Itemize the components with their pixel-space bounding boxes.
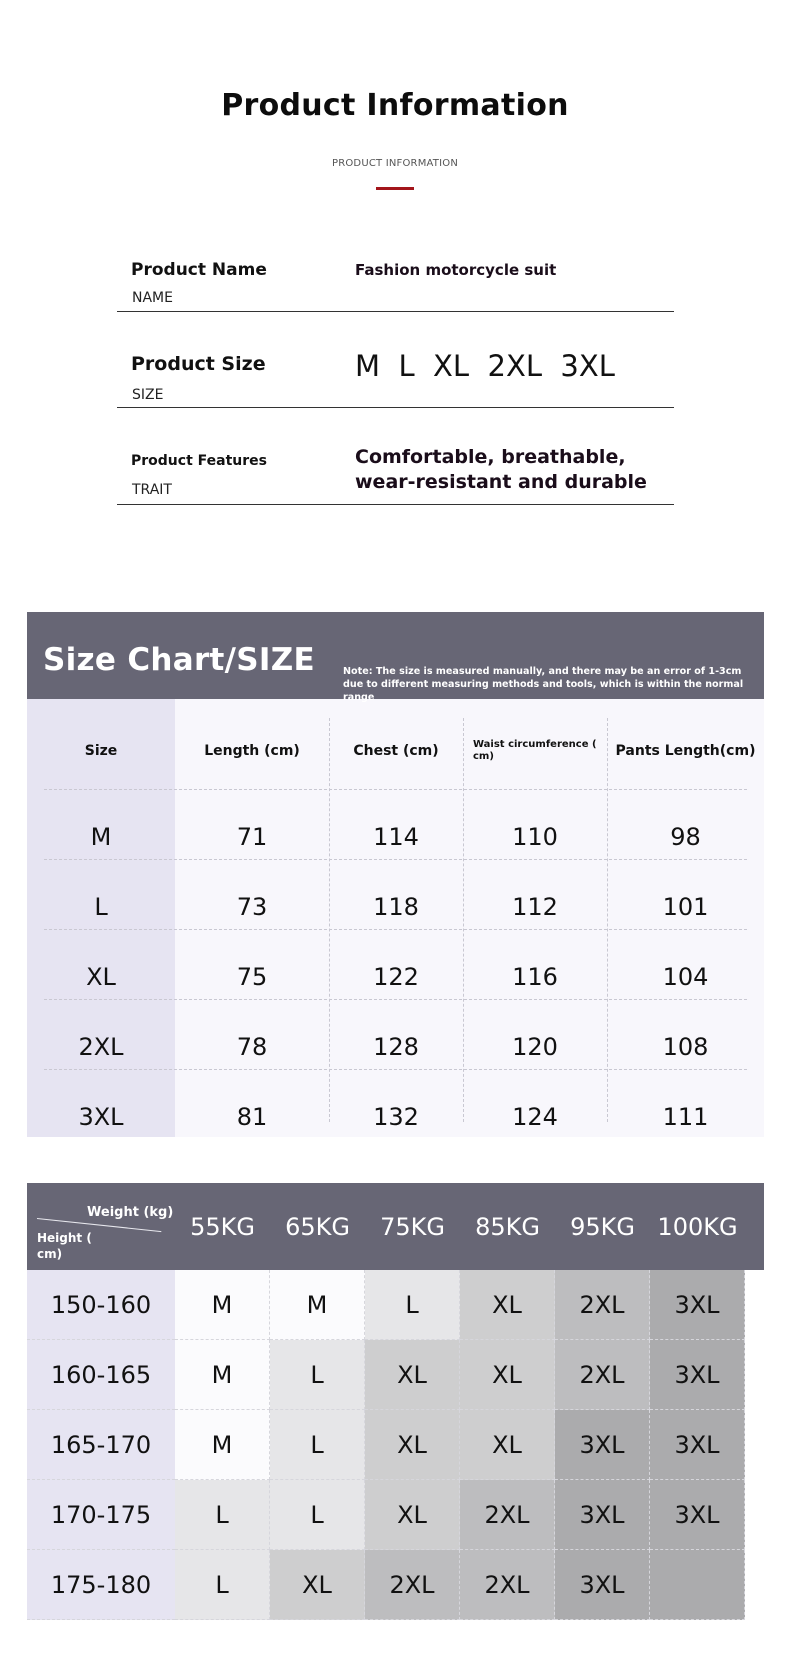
size-chart-cell: 75 (236, 963, 268, 991)
weight-chart-header (27, 1183, 764, 1270)
weight-column-header: 65KG (285, 1212, 350, 1241)
recommended-size-cell: M (175, 1270, 270, 1340)
size-chart-cell: 132 (373, 1103, 419, 1131)
recommended-size-cell: 2XL (555, 1340, 650, 1410)
size-chart-cell: 108 (662, 1033, 709, 1061)
info-value: Comfortable, breathable, wear-resistant and durable (355, 446, 647, 493)
size-chart-cell: 78 (236, 1033, 268, 1061)
info-label: Product Size (131, 353, 266, 375)
recommended-size-cell: 3XL (650, 1410, 745, 1480)
recommended-size-cell: XL (460, 1410, 555, 1480)
weight-column-header: 75KG (380, 1212, 445, 1241)
size-chart-cell: 110 (512, 823, 558, 851)
size-chart-cell: 101 (662, 893, 709, 921)
size-chart-cell: 73 (236, 893, 268, 921)
size-chart-cell: 111 (662, 1103, 709, 1131)
size-chart-row-divider (44, 999, 747, 1000)
size-chart-size-label: XL (86, 963, 116, 991)
size-chart-column-divider (607, 718, 608, 1122)
recommended-size-cell: L (270, 1410, 365, 1480)
size-chart-column-header: Chest (cm) (353, 742, 439, 759)
title-accent-bar (376, 187, 414, 190)
corner-weight-label: Weight (kg) (87, 1205, 174, 1220)
weight-height-chart (27, 1183, 764, 1620)
info-sublabel: NAME (132, 290, 173, 306)
height-range-label: 170-175 (27, 1480, 175, 1550)
recommended-size-cell: M (175, 1340, 270, 1410)
info-value: Fashion motorcycle suit (355, 261, 557, 279)
recommended-size-cell: L (365, 1270, 460, 1340)
size-chart-cell: 71 (236, 823, 268, 851)
size-chart-row-divider (44, 929, 747, 930)
weight-column-header: 55KG (190, 1212, 255, 1241)
size-chart-size-label: M (90, 823, 112, 851)
recommended-size-cell: 2XL (460, 1550, 555, 1620)
size-chart-size-label: 2XL (78, 1033, 124, 1061)
size-chart-size-label: L (94, 893, 108, 921)
recommended-size-cell: L (175, 1550, 270, 1620)
size-chart-cell: 104 (662, 963, 709, 991)
recommended-size-cell: 3XL (650, 1340, 745, 1410)
size-chart-column-header: Length (cm) (204, 742, 300, 759)
height-range-label: 165-170 (27, 1410, 175, 1480)
recommended-size-cell: 3XL (555, 1480, 650, 1550)
weight-column-header: 85KG (475, 1212, 540, 1241)
recommended-size-cell: 3XL (555, 1410, 650, 1480)
info-label: Product Name (131, 260, 267, 280)
height-range-label: 160-165 (27, 1340, 175, 1410)
info-sublabel: SIZE (132, 387, 164, 403)
size-chart-cell: 128 (373, 1033, 419, 1061)
size-chart-cell: 124 (512, 1103, 558, 1131)
size-chart-row-divider (44, 789, 747, 790)
info-value: M L XL 2XL 3XL (355, 349, 615, 383)
size-chart-size-label: 3XL (78, 1103, 124, 1131)
size-chart-row-divider (44, 859, 747, 860)
recommended-size-cell: 3XL (650, 1270, 745, 1340)
recommended-size-cell: XL (365, 1480, 460, 1550)
size-chart-cell: 112 (512, 893, 558, 921)
recommended-size-cell: XL (365, 1340, 460, 1410)
height-range-label: 150-160 (27, 1270, 175, 1340)
height-range-label: 175-180 (27, 1550, 175, 1620)
corner-height-label: Height ( cm) (37, 1231, 92, 1261)
recommended-size-cell: XL (460, 1340, 555, 1410)
size-chart-note: Note: The size is measured manually, and there may be an error of 1-3cm due to different measuring methods and tools, which is within the normal range (343, 666, 744, 703)
recommended-size-cell (650, 1550, 745, 1620)
weight-column-header: 100KG (657, 1212, 738, 1241)
size-chart-header (27, 612, 764, 703)
recommended-size-cell: XL (460, 1270, 555, 1340)
recommended-size-cell: 2XL (365, 1550, 460, 1620)
size-chart-column-divider (329, 718, 330, 1122)
size-chart-column-header: Size (84, 742, 118, 759)
size-chart-cell: 116 (512, 963, 558, 991)
recommended-size-cell: L (175, 1480, 270, 1550)
recommended-size-cell: XL (365, 1410, 460, 1480)
info-row-features (117, 408, 674, 505)
recommended-size-cell: XL (270, 1550, 365, 1620)
recommended-size-cell: L (270, 1340, 365, 1410)
size-chart-cell: 118 (373, 893, 419, 921)
recommended-size-cell: M (175, 1410, 270, 1480)
page-subtitle: PRODUCT INFORMATION (331, 158, 459, 169)
size-chart-row-divider (44, 1069, 747, 1070)
recommended-size-cell: 3XL (555, 1550, 650, 1620)
weight-column-header: 95KG (570, 1212, 635, 1241)
size-chart-cell: 81 (236, 1103, 268, 1131)
page-title: Product Information (221, 88, 569, 123)
size-chart-cell: 98 (670, 823, 701, 851)
info-label: Product Features (131, 453, 267, 469)
recommended-size-cell: 2XL (555, 1270, 650, 1340)
info-sublabel: TRAIT (132, 482, 172, 498)
size-chart-column-header: Pants Length(cm) (615, 742, 756, 759)
info-row-name (117, 232, 674, 312)
size-chart (27, 612, 764, 1137)
size-chart-column-header: Waist circumference ( cm) (473, 738, 597, 762)
size-chart-title: Size Chart/SIZE (43, 642, 315, 678)
recommended-size-cell: 3XL (650, 1480, 745, 1550)
recommended-size-cell: M (270, 1270, 365, 1340)
size-chart-column-divider (463, 718, 464, 1122)
size-chart-cell: 122 (373, 963, 419, 991)
recommended-size-cell: L (270, 1480, 365, 1550)
size-chart-cell: 120 (512, 1033, 558, 1061)
info-row-size (117, 312, 674, 408)
recommended-size-cell: 2XL (460, 1480, 555, 1550)
size-chart-cell: 114 (373, 823, 419, 851)
